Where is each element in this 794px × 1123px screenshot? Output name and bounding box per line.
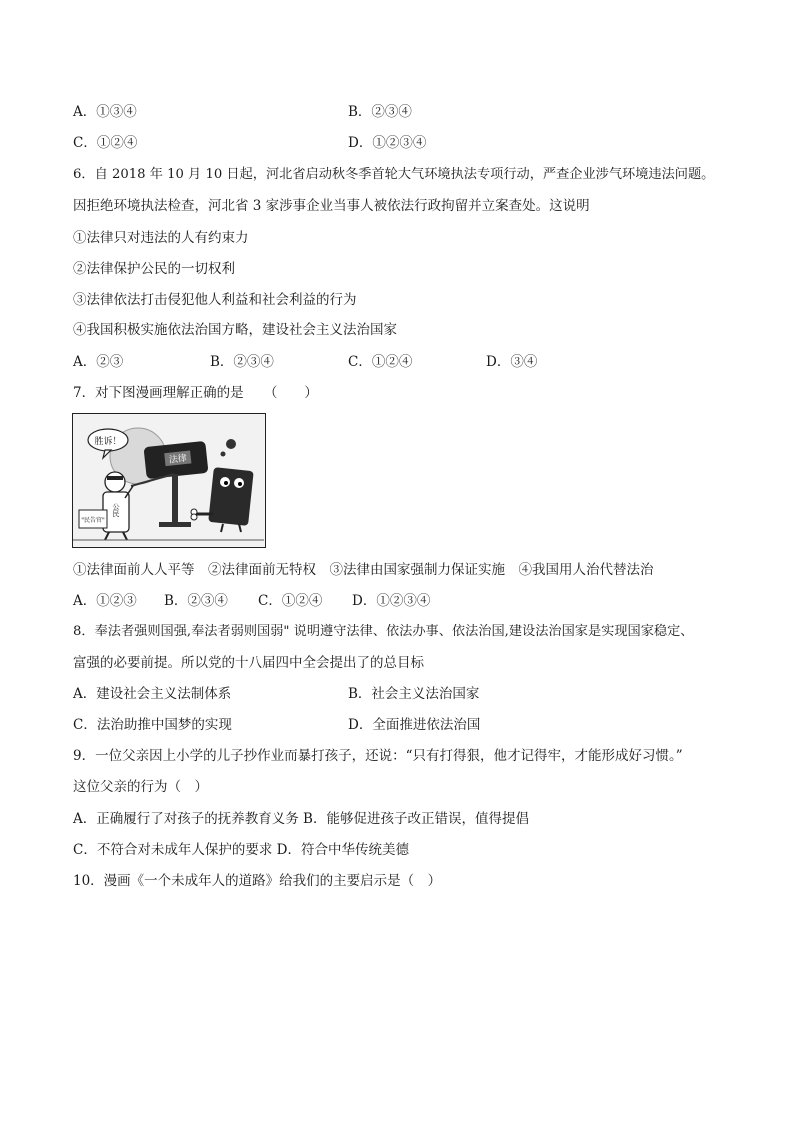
q7-option-b: B．②③④ bbox=[164, 593, 228, 609]
q9-options-cd: C．不符合对未成年人保护的要求 D．符合中华传统美德 bbox=[73, 842, 409, 858]
sign-text: 法律 bbox=[168, 453, 188, 466]
q5-option-a: A．①③④ bbox=[73, 104, 137, 120]
q6-stem-line1: 6．自 2018 年 10 月 10 日起，河北省启动秋冬季首轮大气环境执法专项行动，严查企业涉气环境违法问题。 bbox=[73, 167, 715, 182]
q5-option-c: C．①②④ bbox=[73, 135, 138, 151]
q8-option-b: B．社会主义法治国家 bbox=[348, 686, 480, 702]
q8-option-c: C．法治助推中国梦的实现 bbox=[73, 717, 232, 733]
q6-option-b: B．②③④ bbox=[210, 354, 274, 370]
q8-stem-line1: 8．奉法者强则国强,奉法者弱则国弱" 说明遵守法律、依法办事、依法治国,建设法治国家是实现国家稳定、 bbox=[73, 624, 694, 639]
q8-stem-line2: 富强的必要前提。所以党的十八届四中全会提出了的总目标 bbox=[73, 655, 424, 671]
q7-option-c: C．①②④ bbox=[258, 593, 323, 609]
q7-stem: 7．对下图漫画理解正确的是 （ ） bbox=[73, 385, 318, 401]
q9-stem-line1: 9．一位父亲因上小学的儿子抄作业而暴打孩子，还说：“只有打得狠，他才记得牢，才能形成好习惯。” bbox=[73, 748, 683, 764]
q8-option-a: A．建设社会主义法制体系 bbox=[73, 686, 232, 702]
speech-text: 胜诉！ bbox=[94, 437, 122, 447]
q5-option-d: D．①②③④ bbox=[348, 135, 427, 151]
q8-option-d: D．全面推进依法治国 bbox=[348, 717, 481, 733]
q6-item-3: ③法律依法打击侵犯他人利益和社会利益的行为 bbox=[73, 292, 357, 308]
q7-option-a: A．①②③ bbox=[73, 593, 137, 609]
q7-option-d: D．①②③④ bbox=[352, 593, 431, 609]
q6-option-c: C．①②④ bbox=[348, 354, 413, 370]
q6-option-a: A．②③ bbox=[73, 354, 124, 370]
q9-options-ab: A．正确履行了对孩子的抚养教育义务 B．能够促进孩子改正错误，值得提倡 bbox=[73, 811, 529, 827]
paper-label: "民告官" bbox=[81, 517, 105, 524]
q6-stem-line2: 因拒绝环境执法检查，河北省 3 家涉事企业当事人被依法行政拘留并立案查处。这说明 bbox=[73, 198, 590, 214]
q6-item-1: ①法律只对违法的人有约束力 bbox=[73, 230, 249, 246]
q6-option-d: D．③④ bbox=[486, 354, 538, 370]
q6-item-2: ②法律保护公民的一切权利 bbox=[73, 261, 235, 277]
q5-option-b: B．②③④ bbox=[348, 104, 412, 120]
q9-stem-line2: 这位父亲的行为（ ） bbox=[73, 779, 208, 795]
q6-item-4: ④我国积极实施依法治国方略，建设社会主义法治国家 bbox=[73, 322, 397, 338]
q7-cartoon-image bbox=[72, 413, 266, 548]
citizen-label: 公民 bbox=[112, 503, 120, 517]
q7-items: ①法律面前人人平等 ②法律面前无特权 ③法律由国家强制力保证实施 ④我国用人治代替法治 bbox=[73, 562, 654, 578]
q10-stem: 10．漫画《一个未成年人的道路》给我们的主要启示是（ ） bbox=[73, 873, 442, 889]
